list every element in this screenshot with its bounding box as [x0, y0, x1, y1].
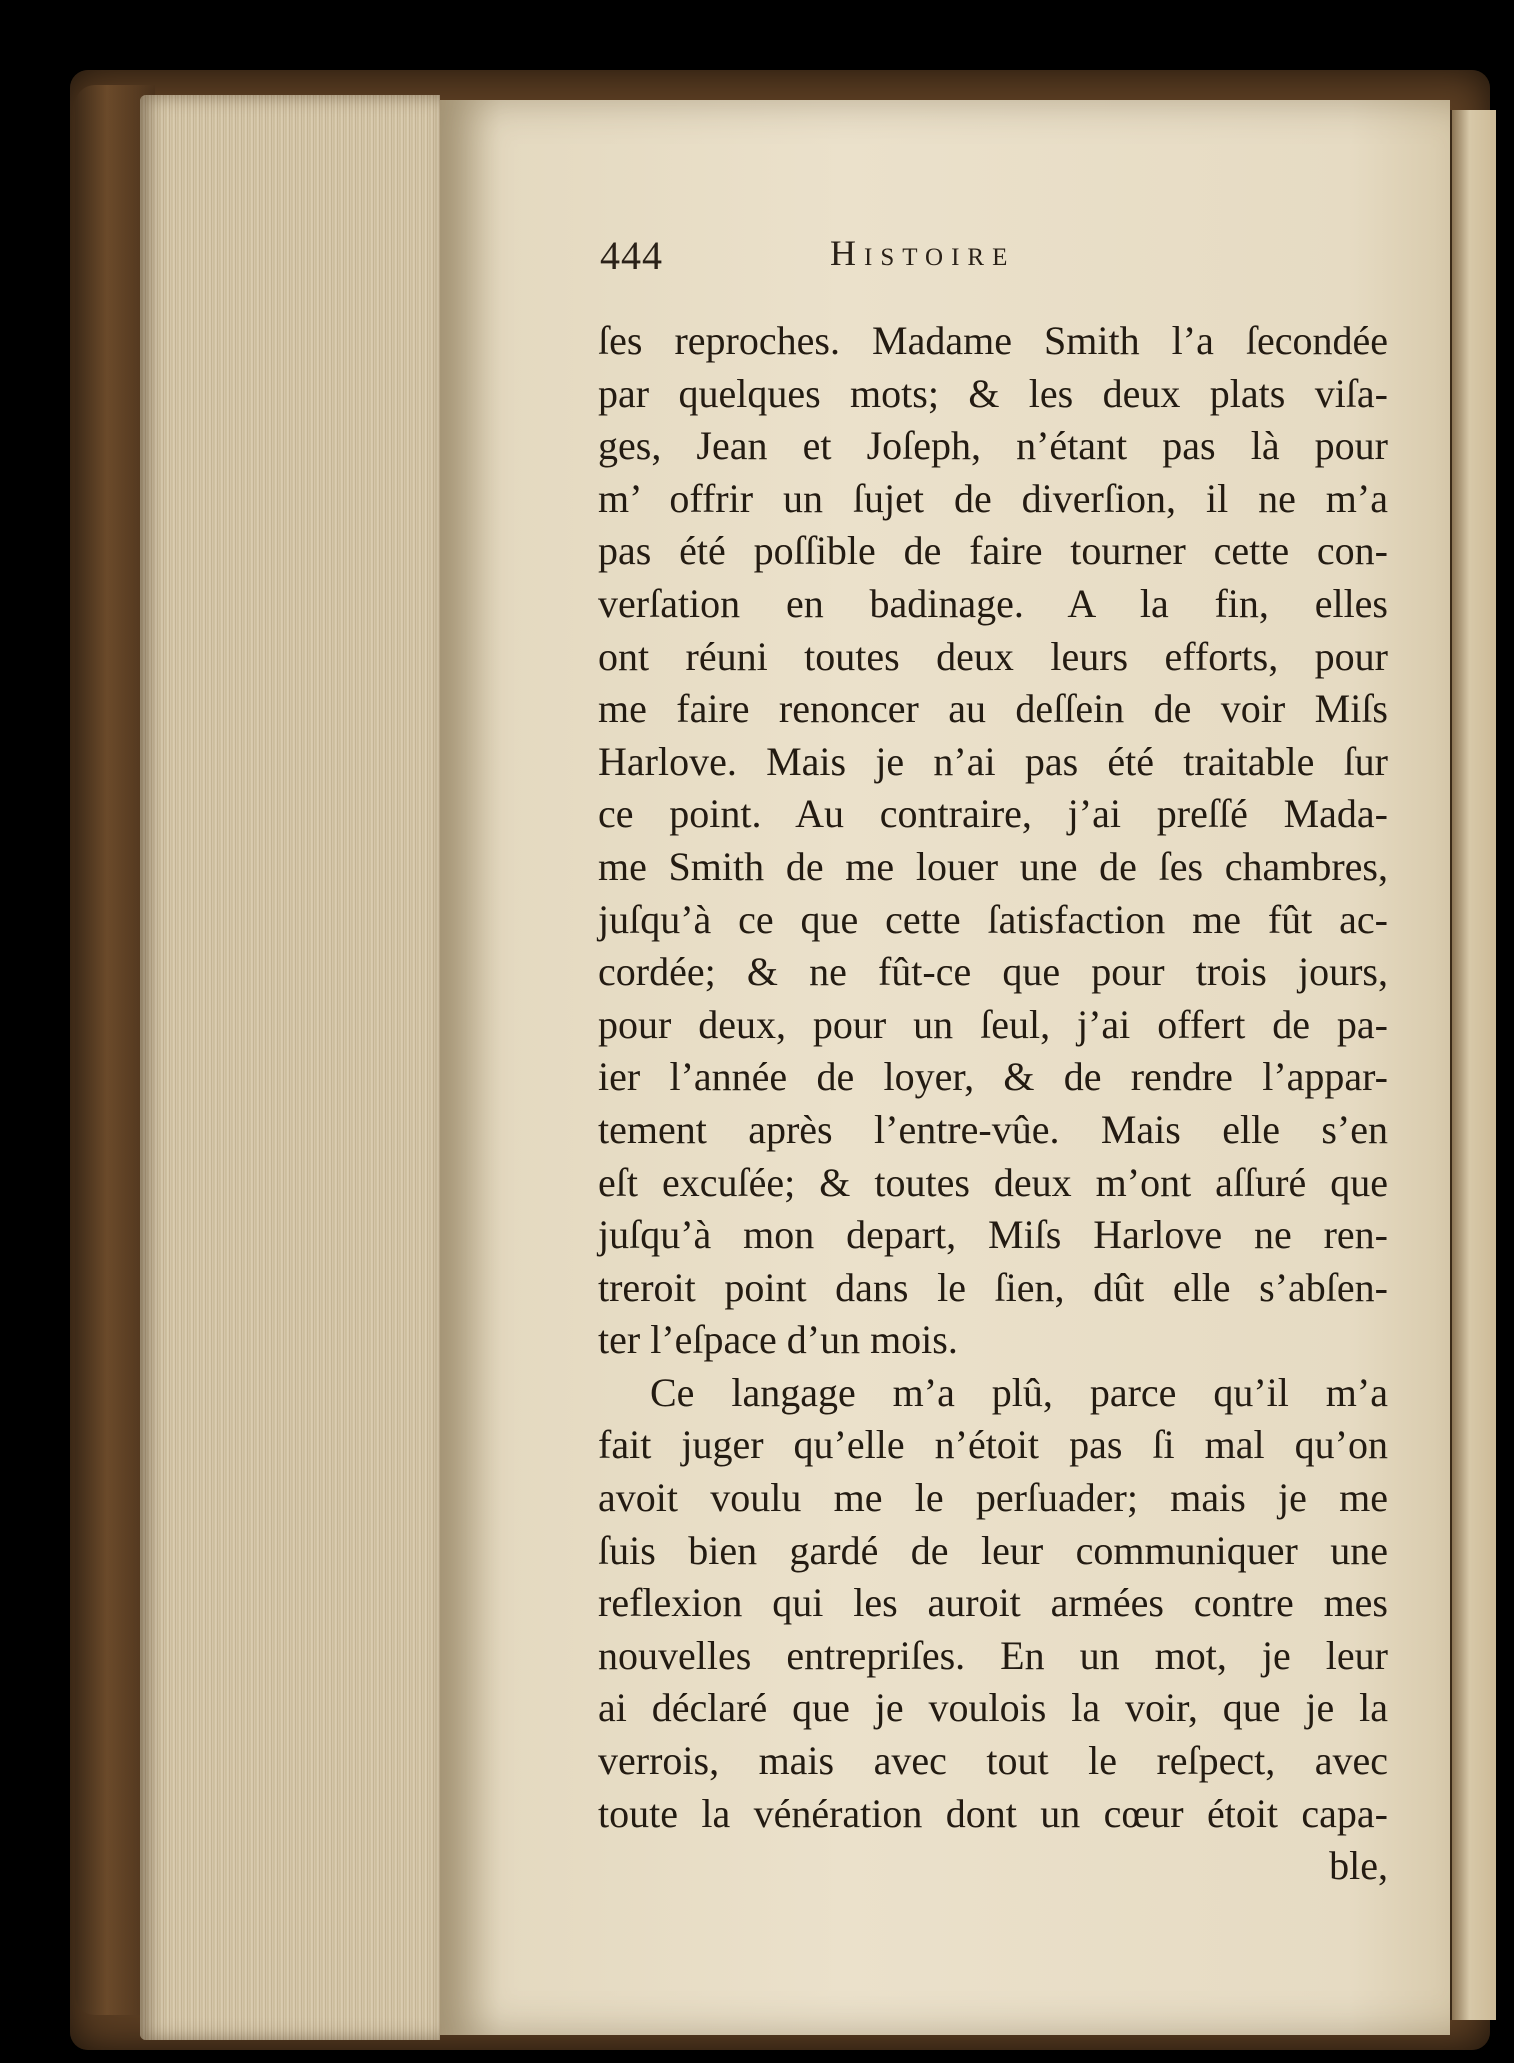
text-line: avoit voulu me le perſuader; mais je me — [598, 1475, 1388, 1521]
text-line: verſation en badinage. A la fin, elles — [598, 580, 1388, 626]
page-number: 444 — [600, 233, 663, 278]
facing-page-edge — [1450, 110, 1496, 2020]
text-line: ont réuni toutes deux leurs efforts, pour — [598, 633, 1388, 679]
text-line: nouvelles entrepriſes. En un mot, je leur — [598, 1632, 1388, 1678]
running-title: Histoire — [830, 233, 1016, 273]
text-line: juſqu’à ce que cette ſatisfaction me fût ac- — [598, 896, 1388, 942]
text-line: ges, Jean et Joſeph, n’étant pas là pour — [598, 423, 1388, 469]
text-line: fait juger qu’elle n’étoit pas ſi mal qu’on — [598, 1422, 1388, 1468]
page-edges — [140, 95, 440, 2040]
text-line: pour deux, pour un ſeul, j’ai offert de pa- — [598, 1001, 1388, 1047]
text-line: verrois, mais avec tout le reſpect, avec — [598, 1738, 1388, 1784]
text-line: par quelques mots; & les deux plats viſa- — [598, 370, 1388, 416]
text-line: me faire renoncer au deſſein de voir Miſs — [598, 686, 1388, 732]
text-line: ier l’année de loyer, & de rendre l’appar- — [598, 1054, 1388, 1100]
text-line: juſqu’à mon depart, Miſs Harlove ne ren- — [598, 1212, 1388, 1258]
text-line: treroit point dans le ſien, dût elle s’abſen- — [598, 1264, 1388, 1310]
text-line: ble, — [1329, 1843, 1388, 1889]
body-text — [598, 315, 1388, 1893]
text-line: cordée; & ne fût-ce que pour trois jours, — [598, 949, 1388, 995]
text-line: ſuis bien gardé de leur communiquer une — [598, 1527, 1388, 1573]
text-line: pas été poſſible de faire tourner cette con- — [598, 528, 1388, 574]
text-line: ce point. Au contraire, j’ai preſſé Mada- — [598, 791, 1388, 837]
text-line: Harlove. Mais je n’ai pas été traitable ſur — [598, 738, 1388, 784]
text-line: Ce langage m’a plû, parce qu’il m’a — [650, 1369, 1388, 1415]
text-line: m’ offrir un ſujet de diverſion, il ne m’a — [598, 475, 1388, 521]
text-line: ſes reproches. Madame Smith l’a ſecondée — [598, 318, 1388, 363]
text-line: toute la vénération dont un cœur étoit capa- — [598, 1790, 1388, 1836]
text-line: reflexion qui les auroit armées contre mes — [598, 1580, 1388, 1626]
text-line: me Smith de me louer une de ſes chambres, — [598, 843, 1388, 889]
text-line: eſt excuſée; & toutes deux m’ont aſſuré que — [598, 1159, 1388, 1205]
text-line: ai déclaré que je voulois la voir, que je la — [598, 1685, 1388, 1731]
page-header — [600, 232, 1380, 292]
text-line: tement après l’entre-vûe. Mais elle s’en — [598, 1106, 1388, 1152]
text-line: ter l’eſpace d’un mois. — [598, 1317, 958, 1363]
